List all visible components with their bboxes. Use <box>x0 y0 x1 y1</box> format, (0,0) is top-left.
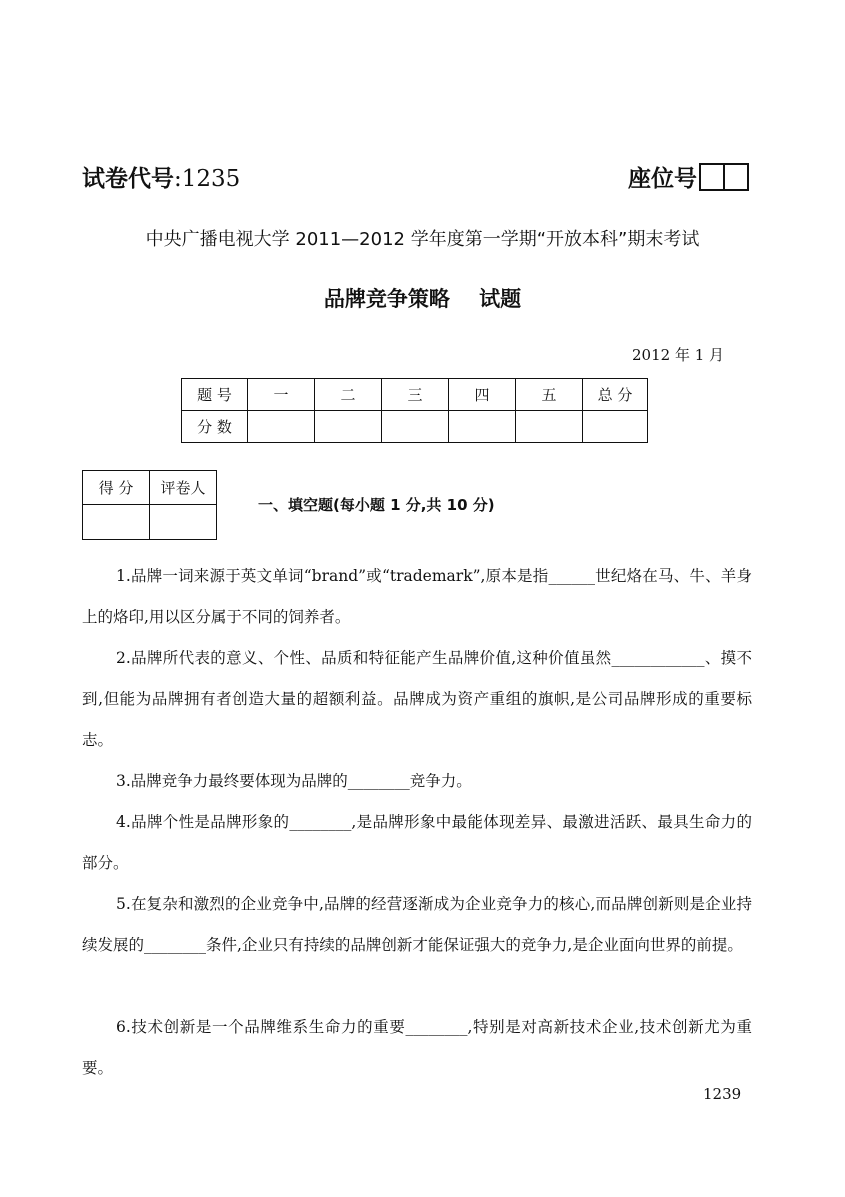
question-text: 1.品牌一词来源于英文单词“brand”或“trademark”,原本是指______世纪烙在马、牛、羊身上的烙印,用以区分属于不同的饲养者。 <box>82 567 752 626</box>
score-input-cell[interactable] <box>583 411 648 443</box>
question-3 <box>82 761 752 802</box>
grader-name-cell[interactable] <box>150 505 217 540</box>
score-cell: 分 数 <box>182 411 248 443</box>
score-table-score-row <box>182 411 648 443</box>
question-text: 4.品牌个性是品牌形象的________,是品牌形象中最能体现差异、最激进活跃、最具生命力的部分。 <box>82 813 752 872</box>
grader-score-cell[interactable] <box>83 505 150 540</box>
question-4 <box>82 802 752 884</box>
seat-number <box>628 160 749 193</box>
seat-box[interactable] <box>699 163 725 191</box>
score-table-header-row <box>182 379 648 411</box>
score-input-cell[interactable] <box>382 411 449 443</box>
score-cell: 一 <box>248 379 315 411</box>
score-table <box>181 378 648 443</box>
paper-code <box>82 160 240 193</box>
score-input-cell[interactable] <box>315 411 382 443</box>
score-cell: 四 <box>449 379 516 411</box>
score-cell: 三 <box>382 379 449 411</box>
question-text: 3.品牌竞争力最终要体现为品牌的________竞争力。 <box>116 772 472 790</box>
section-heading: 一、填空题(每小题 1 分,共 10 分) <box>258 496 495 514</box>
grader-table-header-row <box>83 471 217 505</box>
question-6 <box>82 1007 752 1089</box>
question-text: 6.技术创新是一个品牌维系生命力的重要________,特别是对高新技术企业,技术创新尤为重要。 <box>82 1018 752 1077</box>
exam-title: 品牌竞争策略 试题 <box>323 287 522 311</box>
score-cell: 二 <box>315 379 382 411</box>
paper-code-label: 试卷代号 <box>82 166 174 192</box>
exam-header: 中央广播电视大学 2011—2012 学年度第一学期“开放本科”期末考试 <box>145 229 700 250</box>
question-text: 5.在复杂和激烈的企业竞争中,品牌的经营逐渐成为企业竞争力的核心,而品牌创新则是企业持续发展的________条件,企业只有持续的品牌创新才能保证强大的竞争力,是企业面向世界的前提。 <box>82 895 752 954</box>
seat-box[interactable] <box>725 163 749 191</box>
question-2 <box>82 638 752 761</box>
grader-table <box>82 470 217 540</box>
score-cell: 总 分 <box>583 379 648 411</box>
question-text: 2.品牌所代表的意义、个性、品质和特征能产生品牌价值,这种价值虽然____________、摸不到,但能为品牌拥有者创造大量的超额利益。品牌成为资产重组的旗帜,是公司品牌形成的重要标志。 <box>82 649 752 749</box>
exam-date: 2012 年 1 月 <box>632 346 725 364</box>
question-1 <box>82 556 752 638</box>
grader-score-label: 得 分 <box>83 471 150 505</box>
seat-boxes <box>699 163 749 191</box>
grader-table-input-row <box>83 505 217 540</box>
seat-label: 座位号 <box>628 166 697 192</box>
score-cell: 题 号 <box>182 379 248 411</box>
question-5 <box>82 884 752 966</box>
grader-label: 评卷人 <box>150 471 217 505</box>
score-input-cell[interactable] <box>248 411 315 443</box>
page-number: 1239 <box>703 1085 742 1103</box>
paper-code-value: :1235 <box>174 166 241 192</box>
score-input-cell[interactable] <box>449 411 516 443</box>
score-input-cell[interactable] <box>516 411 583 443</box>
score-cell: 五 <box>516 379 583 411</box>
